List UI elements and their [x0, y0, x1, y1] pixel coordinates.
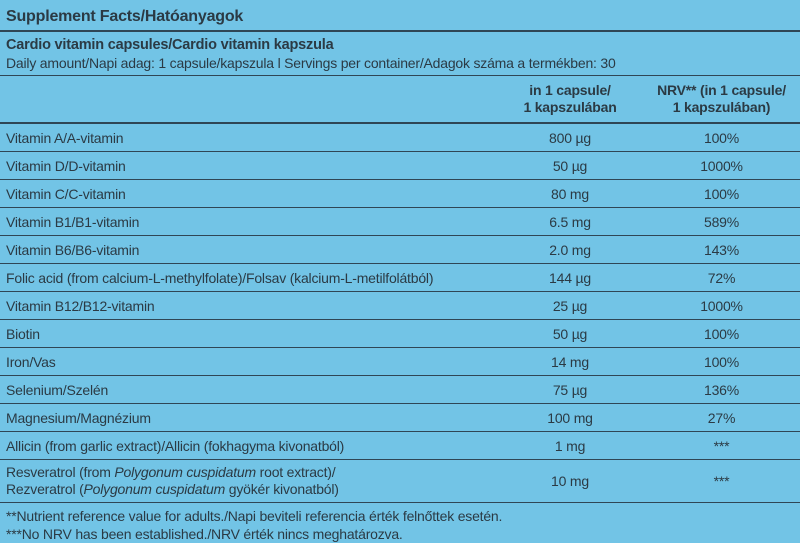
table-row: [0, 264, 800, 292]
nutrient-amount: 6.5 mg: [497, 208, 643, 236]
nutrient-nrv: ***: [643, 432, 800, 460]
nutrient-amount: 50 µg: [497, 152, 643, 180]
resveratrol-text-2b: gyökér kivonatból): [225, 481, 339, 497]
header-amount-line2: 1 kapszulában: [523, 99, 617, 115]
nutrient-amount: 25 µg: [497, 292, 643, 320]
table-row: [0, 292, 800, 320]
resveratrol-text-1a: Resveratrol (from: [6, 464, 115, 480]
table-row: [0, 348, 800, 376]
nutrient-name: Selenium/Szelén: [0, 376, 497, 404]
footnote-nrv: **Nutrient reference value for adults./Napi beviteli referencia érték felnőttek esetén.: [6, 508, 503, 524]
nutrient-name: Vitamin B1/B1-vitamin: [0, 208, 497, 236]
table-row: [0, 180, 800, 208]
resveratrol-text-1b: root extract)/: [255, 464, 336, 480]
header-nrv-line1: NRV** (in 1 capsule/: [657, 82, 786, 98]
nutrient-nrv: 27%: [643, 404, 800, 432]
product-info: [0, 32, 800, 76]
resveratrol-italic-1: Polygonum cuspidatum: [114, 464, 256, 480]
nutrient-nrv: ***: [643, 460, 800, 503]
nutrient-amount: 80 mg: [497, 180, 643, 208]
header-amount: [497, 76, 643, 123]
nutrient-amount: 50 µg: [497, 320, 643, 348]
nutrient-nrv: 72%: [643, 264, 800, 292]
nutrient-nrv: 100%: [643, 320, 800, 348]
nutrient-nrv: 1000%: [643, 292, 800, 320]
table-header-row: [0, 76, 800, 123]
header-amount-line1: in 1 capsule/: [529, 82, 611, 98]
header-nrv-line2: 1 kapszulában): [672, 99, 771, 115]
nutrient-nrv: 143%: [643, 236, 800, 264]
table-row: [0, 152, 800, 180]
nutrient-nrv: 100%: [643, 123, 800, 152]
resveratrol-text-2a: Rezveratrol (: [6, 481, 84, 497]
nutrient-nrv: 136%: [643, 376, 800, 404]
nutrient-name: Biotin: [0, 320, 497, 348]
nutrient-name: Vitamin B6/B6-vitamin: [0, 236, 497, 264]
nutrient-nrv: 1000%: [643, 152, 800, 180]
nutrient-nrv: 589%: [643, 208, 800, 236]
table-row: [0, 208, 800, 236]
nutrient-amount: 800 µg: [497, 123, 643, 152]
nutrient-name: Vitamin B12/B12-vitamin: [0, 292, 497, 320]
nutrient-name: Vitamin D/D-vitamin: [0, 152, 497, 180]
nutrient-name: [0, 460, 497, 503]
product-name: Cardio vitamin capsules/Cardio vitamin kapszula: [6, 37, 334, 53]
panel-title: Supplement Facts/Hatóanyagok: [0, 0, 800, 32]
footnotes: [0, 503, 800, 543]
nutrient-amount: 14 mg: [497, 348, 643, 376]
table-row: [0, 320, 800, 348]
table-row: [0, 236, 800, 264]
header-nrv: [643, 76, 800, 123]
nutrient-amount: 75 µg: [497, 376, 643, 404]
table-row: [0, 404, 800, 432]
table-row: [0, 460, 800, 503]
nutrient-name: Vitamin A/A-vitamin: [0, 123, 497, 152]
nutrient-amount: 2.0 mg: [497, 236, 643, 264]
table-row: [0, 123, 800, 152]
resveratrol-italic-2: Polygonum cuspidatum: [83, 481, 226, 497]
nutrient-nrv: 100%: [643, 348, 800, 376]
nutrient-name: Iron/Vas: [0, 348, 497, 376]
footnote-no-nrv: ***No NRV has been established./NRV érték nincs meghatározva.: [6, 526, 403, 542]
nutrient-nrv: 100%: [643, 180, 800, 208]
daily-amount: Daily amount/Napi adag: 1 capsule/kapszula l Servings per container/Adagok száma a termékben: 30: [6, 55, 616, 71]
table-row: [0, 376, 800, 404]
nutrient-name: Allicin (from garlic extract)/Allicin (fokhagyma kivonatból): [0, 432, 497, 460]
table-row: [0, 432, 800, 460]
header-empty-cell: [0, 76, 497, 123]
nutrient-amount: 10 mg: [497, 460, 643, 503]
nutrient-amount: 100 mg: [497, 404, 643, 432]
nutrient-table: [0, 76, 800, 503]
nutrient-name: Magnesium/Magnézium: [0, 404, 497, 432]
nutrient-name: Folic acid (from calcium-L-methylfolate)/Folsav (kalcium-L-metilfolátból): [0, 264, 497, 292]
nutrient-name: Vitamin C/C-vitamin: [0, 180, 497, 208]
nutrient-amount: 144 µg: [497, 264, 643, 292]
nutrient-amount: 1 mg: [497, 432, 643, 460]
